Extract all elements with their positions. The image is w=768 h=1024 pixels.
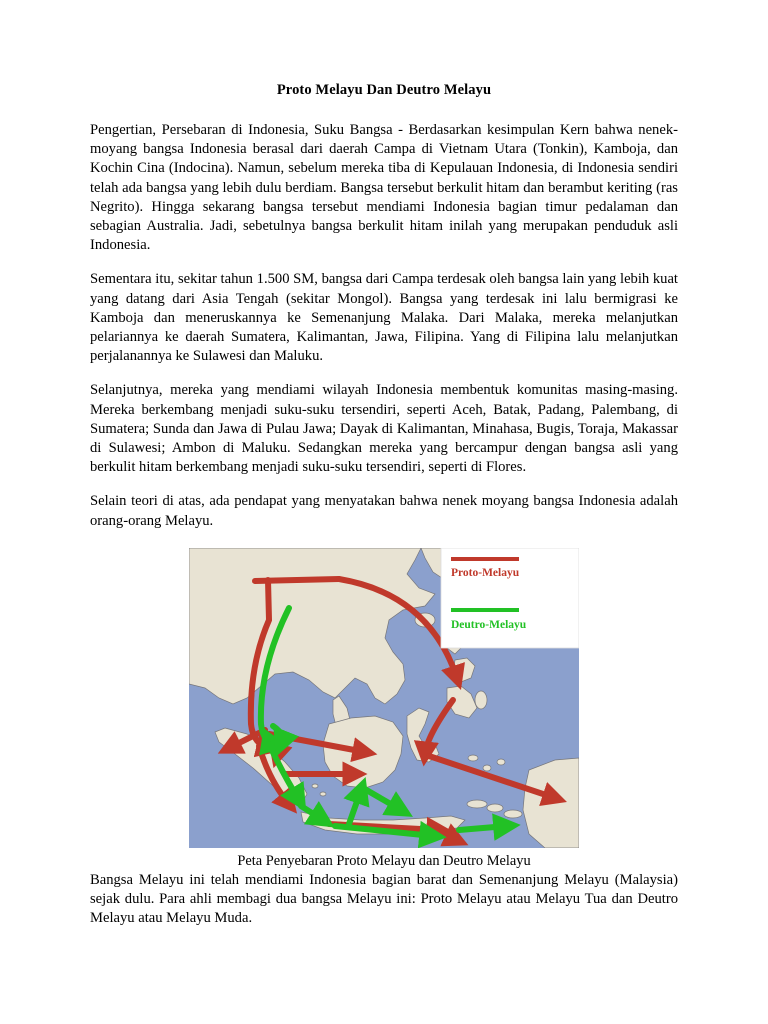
map-legend	[441, 548, 579, 648]
legend-label-deutro: Deutro-Melayu	[451, 618, 527, 631]
migration-map-image	[189, 548, 579, 848]
migration-map-figure	[90, 548, 678, 871]
legend-background	[441, 548, 579, 648]
paragraph-3: Selanjutnya, mereka yang mendiami wilayah Indonesia membentuk komunitas masing-masing. Mereka berkembang menjadi suku-suku tersendiri, seperti Aceh, Batak, Padang, Palembang, di Sumatera; Sunda dan Jawa di Pulau Jawa; Dayak di Kalimantan, Minahasa, Bugis, Toraja, Makassar di Sulawesi; Ambon di Maluku. Sedangkan mereka yang bercampur dengan bangsa asli yang berkulit hitam berkembang menjadi suku-suku tersendiri, seperti di Flores.	[90, 382, 678, 476]
figure-caption: Peta Penyebaran Proto Melayu dan Deutro Melayu	[237, 852, 531, 869]
paragraph-4: Selain teori di atas, ada pendapat yang menyatakan bahwa nenek moyang bangsa Indonesia adalah orang-orang Melayu.	[90, 493, 678, 529]
paragraph-2: Sementara itu, sekitar tahun 1.500 SM, bangsa dari Campa terdesak oleh bangsa lain yang lebih kuat yang datang dari Asia Tengah (sekitar Mongol). Bangsa yang terdesak ini lalu bermigrasi ke Kamboja dan meneruskannya ke Semenanjung Malaka. Dari Malaka, mereka melanjutkan pelariannya ke daerah Sumatera, Kalimantan, Jawa, Filipina. Yang di Filipina lalu melanjutkan perjalanannya ke Sulawesi dan Maluku.	[90, 271, 678, 365]
document-content	[90, 82, 678, 928]
paragraph-closing: Bangsa Melayu ini telah mendiami Indonesia bagian barat dan Semenanjung Melayu (Malaysia) sejak dulu. Para ahli membagi dua bangsa Melayu ini: Proto Melayu atau Melayu Tua dan Deutro Melayu atau Melayu Muda.	[90, 871, 678, 927]
paragraph-1: Pengertian, Persebaran di Indonesia, Suku Bangsa - Berdasarkan kesimpulan Kern bahwa nenek-moyang bangsa Indonesia berasal dari daerah Campa di Vietnam Utara (Tonkin), Kamboja, dan Kochin Cina (Indocina). Namun, sebelum mereka tiba di Kepulauan Indonesia, di Indonesia sendiri telah ada bangsa yang lebih dulu berdiam. Bangsa tersebut berkulit hitam dan berambut keriting (ras Negrito). Hingga sekarang bangsa tersebut mendiami Indonesia bagian timur pedalaman dan sebagian Australia. Jadi, sebetulnya bangsa berkulit hitam inilah yang merupakan penduduk asli Indonesia.	[90, 122, 678, 254]
page-title: Proto Melayu Dan Deutro Melayu	[276, 82, 492, 98]
legend-label-proto: Proto-Melayu	[451, 566, 520, 579]
map-svg	[189, 548, 579, 848]
